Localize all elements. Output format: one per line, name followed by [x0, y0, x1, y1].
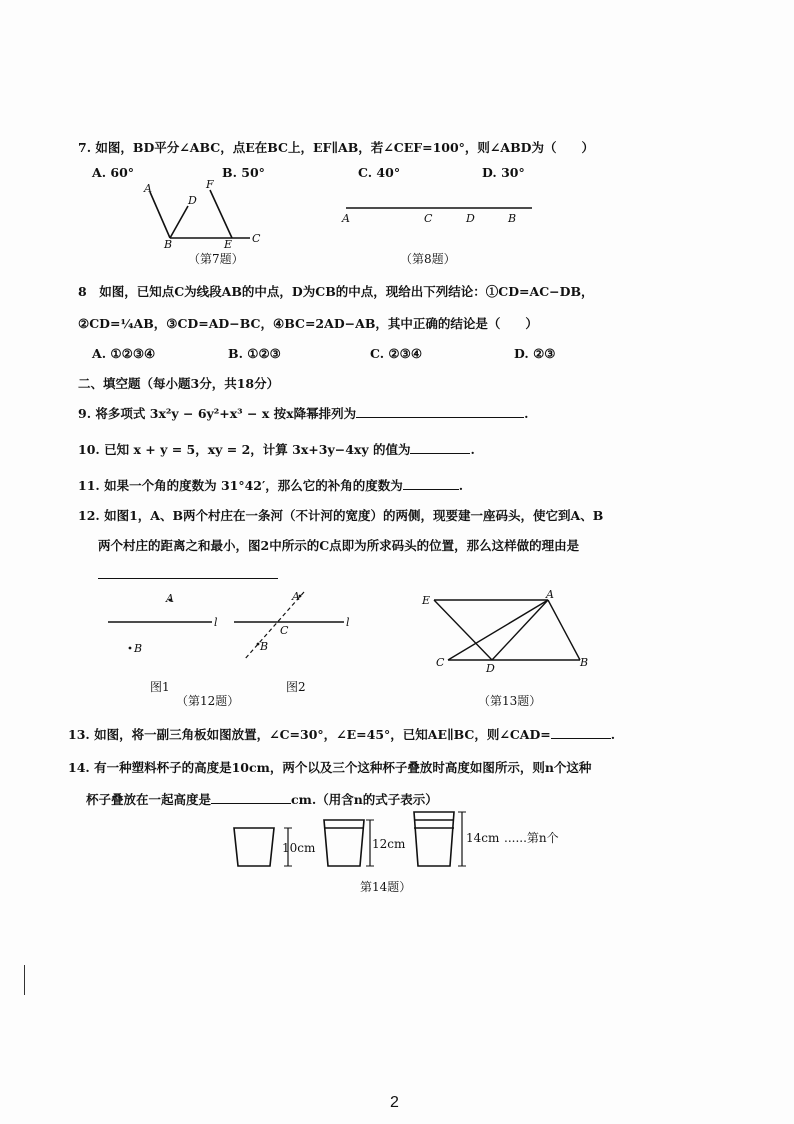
page-number: 2: [390, 1094, 399, 1111]
q8-option-c: C. ②③④: [370, 346, 423, 361]
q12-fig2-label-l: l: [346, 616, 350, 629]
q12-figure-1: [100, 590, 230, 660]
q12-fig2-label-c: C: [280, 624, 289, 637]
q7-text: 7. 如图，BD平分∠ABC，点E在BC上，EF∥AB，若∠CEF=100°，则∠ABD为（ ）: [78, 140, 594, 155]
q7-label-a: A: [144, 182, 152, 195]
q8-label-b: B: [508, 212, 517, 225]
q12-fig1-label-l: l: [214, 616, 218, 629]
section-heading: 二、填空题（每小题3分，共18分）: [78, 376, 280, 391]
q13-label-a: A: [546, 588, 554, 601]
q12-answer-blank[interactable]: [98, 578, 278, 579]
q8-option-d: D. ②③: [514, 346, 556, 361]
q14-height-1: 10cm: [282, 841, 316, 855]
q13-figure: [420, 590, 600, 680]
q11-answer-blank[interactable]: [403, 489, 459, 490]
q11-text: 11. 如果一个角的度数为 31°42′，那么它的补角的度数为 .: [78, 478, 464, 493]
q14-line2: 杯子叠放在一起高度是 cm.（用含n的式子表示）: [86, 792, 438, 807]
q12-line2: 两个村庄的距离之和最小，图2中所示的C点即为所求码头的位置，那么这样做的理由是: [98, 538, 580, 553]
q14-figure: [226, 806, 586, 876]
q14-answer-blank[interactable]: [211, 803, 291, 804]
q8-label-c: C: [424, 212, 433, 225]
q7-option-d: D. 30°: [482, 165, 525, 180]
q7-option-b: B. 50°: [222, 165, 265, 180]
q12-fig2-label-a: A: [292, 590, 300, 603]
q12-fig1-caption: 图1: [150, 680, 170, 694]
q12-figure-2: [228, 586, 358, 666]
q10-answer-blank[interactable]: [410, 453, 470, 454]
q7-label-f: F: [206, 178, 214, 191]
q8-option-a: A. ①②③④: [92, 346, 156, 361]
q12-fig2-caption: 图2: [286, 680, 306, 694]
q12-fig1-label-a: A: [166, 592, 174, 605]
q10-text: 10. 已知 x + y = 5，xy = 2，计算 3x+3y−4xy 的值为 .: [78, 442, 475, 457]
q13-caption: （第13题）: [478, 694, 542, 708]
q12-line1: 12. 如图1，A、B两个村庄在一条河（不计河的宽度）的两侧，现要建一座码头，使它到A、B: [78, 508, 604, 523]
q7-option-a: A. 60°: [92, 165, 135, 180]
q8-line1: 8 如图，已知点C为线段AB的中点，D为CB的中点，现给出下列结论：①CD=AC−DB，: [78, 284, 594, 299]
q8-label-d: D: [466, 212, 475, 225]
q13-text: 13. 如图，将一副三角板如图放置，∠C=30°，∠E=45°，已知AE∥BC，则∠CAD= .: [68, 727, 616, 742]
q12-fig1-label-b: B: [134, 642, 143, 655]
q7-label-c: C: [252, 232, 261, 245]
q7-option-c: C. 40°: [358, 165, 401, 180]
q8-caption: （第8题）: [400, 252, 456, 266]
q14-ellipsis: ......第n个: [504, 831, 559, 845]
q14-caption: 第14题）: [360, 880, 412, 894]
q12-fig2-label-b: B: [260, 640, 269, 653]
q13-answer-blank[interactable]: [551, 738, 611, 739]
q7-figure: [140, 180, 280, 250]
q13-label-e: E: [422, 594, 431, 607]
margin-mark: [24, 965, 25, 995]
q7-caption: （第7题）: [188, 252, 244, 266]
q7-label-d: D: [188, 194, 197, 207]
q9-answer-blank[interactable]: [356, 417, 524, 418]
q13-label-c: C: [436, 656, 445, 669]
q13-label-b: B: [580, 656, 589, 669]
q14-line1: 14. 有一种塑料杯子的高度是10cm，两个以及三个这种杯子叠放时高度如图所示，则n个这种: [68, 760, 592, 775]
q14-height-3: 14cm: [466, 831, 500, 845]
q9-text: 9. 将多项式 3x²y − 6y²+x³ − x 按x降幂排列为 .: [78, 406, 529, 421]
q7-label-e: E: [224, 238, 233, 251]
q12-caption: （第12题）: [176, 694, 240, 708]
q8-line2: ②CD=¼AB，③CD=AD−BC，④BC=2AD−AB，其中正确的结论是（ ）: [78, 316, 538, 331]
q8-figure: [340, 196, 540, 226]
q13-label-d: D: [486, 662, 495, 675]
q7-label-b: B: [164, 238, 173, 251]
q8-label-a: A: [342, 212, 350, 225]
q14-height-2: 12cm: [372, 837, 406, 851]
q8-option-b: B. ①②③: [228, 346, 281, 361]
